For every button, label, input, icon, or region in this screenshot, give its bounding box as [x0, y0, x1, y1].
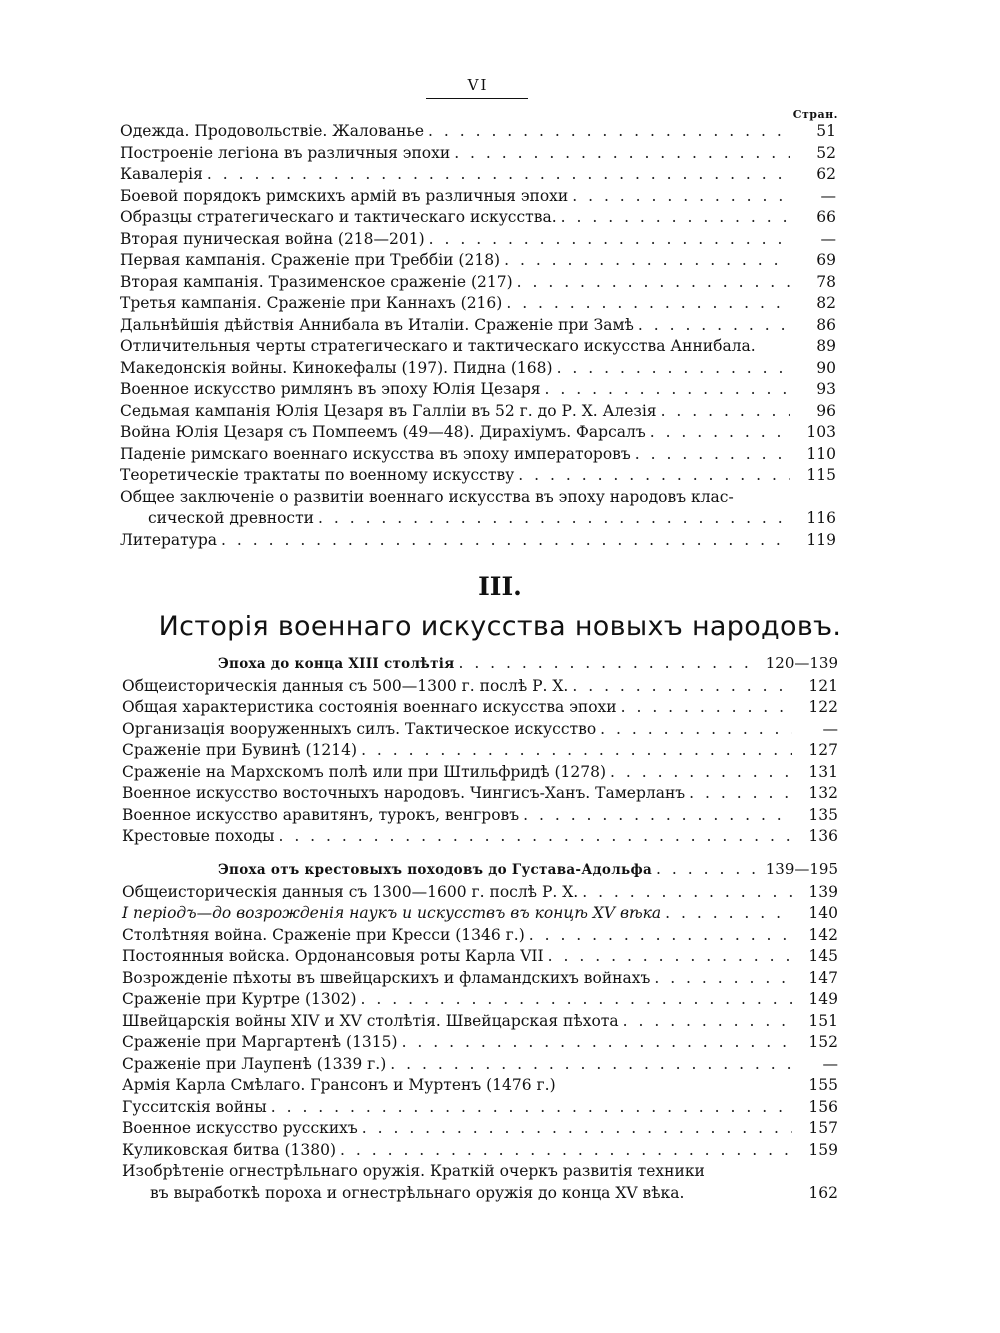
toc-entry-page: 116 [806, 509, 836, 527]
toc-leader-dots [514, 465, 790, 487]
toc-entry-title: Образцы стратегическаго и тактическаго искусства. [120, 208, 557, 226]
toc-entry-title: Сраженіе на Мархскомъ полѣ или при Штильфридѣ (1278) [122, 762, 607, 781]
toc-leader-dots [557, 207, 790, 229]
toc-entry-page: 136 [808, 827, 838, 845]
toc-entry-title: Паденіе римскаго военнаго искусства въ эпоху императоровъ [120, 444, 631, 463]
toc-entry[interactable] [122, 762, 838, 784]
toc-entry-page: 121 [808, 676, 838, 695]
toc-entry-page: — [820, 186, 836, 205]
toc-entry[interactable] [122, 1075, 838, 1097]
toc-leader-dots [568, 186, 790, 208]
toc-part1 [0, 121, 1000, 551]
toc-entry-page: 82 [816, 294, 836, 312]
toc-entry-title: Швейцарскія войны XIV и XV столѣтія. Швейцарская пѣхота [122, 1011, 619, 1030]
toc-entry[interactable] [120, 164, 836, 186]
toc-leader-dots [424, 121, 790, 143]
toc-leader-dots [386, 1054, 792, 1076]
toc-entry[interactable] [122, 989, 838, 1011]
section-title: Исторія военнаго искусства новыхъ народовъ. [158, 611, 842, 642]
toc-entry-title: Общеисторическія данныя съ 1300—1600 г. послѣ Р. Х. [122, 882, 579, 901]
toc-entry-page: 110 [806, 444, 836, 463]
toc-entry-page: 131 [808, 762, 838, 781]
toc-entry[interactable] [122, 1054, 838, 1076]
toc-leader-dots [541, 379, 790, 401]
toc-entry[interactable] [122, 1011, 838, 1033]
toc-leader-dots [267, 1097, 792, 1119]
toc-entry-title: Сраженіе при Бувинѣ (1214) [122, 741, 358, 759]
toc-subsection-title: Эпоха до конца XIII столѣтія [218, 656, 455, 672]
toc-entry[interactable] [120, 336, 836, 358]
toc-entry-page: 115 [806, 466, 836, 484]
toc-leader-dots [454, 653, 759, 675]
toc-entry-title: Македонскія войны. Кинокефалы (197). Пидна (168) [120, 358, 553, 377]
toc-entry-title: Вторая пуническая война (218—201) [120, 229, 425, 248]
toc-entry[interactable] [122, 826, 838, 848]
toc-entry-page: 139 [808, 882, 838, 901]
toc-entry[interactable] [122, 925, 838, 947]
toc-entry[interactable] [120, 358, 836, 380]
toc-entry-page: 93 [816, 380, 836, 398]
toc-entry[interactable] [120, 422, 836, 444]
toc-leader-dots [553, 358, 790, 380]
toc-entry-title: Общеисторическія данныя съ 500—1300 г. послѣ Р. Х. [122, 676, 569, 695]
toc-entry-title: Дальнѣйшія дѣйствія Аннибала въ Италіи. Сраженіе при Замѣ [120, 315, 634, 334]
toc-entry-page: 90 [816, 358, 836, 377]
toc-leader-dots [646, 422, 790, 444]
toc-entry-title: Седьмая кампанія Юлія Цезаря въ Галліи въ 52 г. до Р. Х. Алезія [120, 401, 657, 420]
toc-entry-title: Общее заключеніе о развитіи военнаго искусства въ эпоху народовъ клас- [120, 487, 734, 506]
page-column-header: Стран. [792, 108, 838, 121]
toc-entry-page: 69 [816, 251, 836, 269]
toc-entry-title: Сраженіе при Лаупенѣ (1339 г.) [122, 1054, 387, 1073]
toc-leader-dots [357, 989, 792, 1011]
toc-subsection-heading[interactable] [218, 859, 838, 882]
toc-entry-title: Столѣтняя война. Сраженіе при Кресси (1346 г.) [122, 925, 525, 944]
toc-entry-title: Одежда. Продовольствіе. Жалованье [120, 122, 425, 140]
toc-entry-continuation[interactable] [120, 508, 836, 530]
toc-leader-dots [358, 1118, 792, 1140]
toc-entry[interactable] [122, 676, 838, 698]
toc-leader-dots [685, 783, 792, 805]
toc-leader-dots [500, 250, 790, 272]
toc-entry[interactable] [122, 697, 838, 719]
toc-entry-page: 127 [808, 741, 838, 759]
toc-entry[interactable] [122, 719, 838, 741]
toc-entry-title: Третья кампанія. Сраженіе при Каннахъ (216) [120, 294, 503, 312]
toc-entry-page: — [820, 229, 836, 248]
toc-entry-title: Крестовые походы [122, 827, 275, 845]
toc-leader-dots [657, 401, 790, 423]
toc-entry-title: Первая кампанія. Сраженіе при Треббіи (218) [120, 251, 501, 269]
toc-entry-title: Военное искусство русскихъ [122, 1119, 358, 1137]
toc-entry-title: Гусситскія войны [122, 1097, 267, 1116]
toc-entry-title: Сраженіе при Маргартенѣ (1315) [122, 1033, 398, 1051]
toc-entry[interactable] [122, 740, 838, 762]
toc-entry-page: 62 [816, 165, 836, 183]
toc-subsection-pages: 139—195 [765, 860, 838, 878]
toc-entry-page: 155 [808, 1076, 838, 1094]
section-number: III. [478, 572, 522, 601]
toc-entry[interactable] [120, 121, 836, 143]
toc-entry[interactable] [122, 882, 838, 904]
toc-entry[interactable] [120, 229, 836, 251]
toc-entry-title: Военное искусство аравитянъ, турокъ, венгровъ [122, 805, 520, 824]
toc-leader-dots [652, 859, 760, 881]
toc-leader-dots [634, 315, 790, 337]
toc-entry[interactable] [120, 315, 836, 337]
toc-entry-page: 89 [816, 337, 836, 355]
toc-leader-dots [274, 826, 792, 848]
toc-entry-title: Военное искусство римлянъ въ эпоху Юлія Цезаря [120, 380, 541, 398]
toc-entry[interactable] [122, 1140, 838, 1162]
toc-entry-page: — [822, 719, 838, 738]
toc-leader-dots [502, 293, 790, 315]
toc-part3 [0, 859, 1000, 1204]
toc-entry[interactable] [122, 805, 838, 827]
toc-leader-dots [314, 508, 790, 530]
page-number: VI [467, 76, 489, 94]
toc-leader-dots [631, 444, 790, 466]
toc-entry[interactable] [122, 1032, 838, 1054]
toc-entry-page: — [822, 1054, 838, 1073]
toc-leader-dots [425, 229, 790, 251]
toc-entry-page: 122 [808, 698, 838, 716]
toc-leader-dots [336, 1140, 792, 1162]
toc-part2 [0, 653, 1000, 848]
toc-leader-dots [617, 697, 792, 719]
toc-entry[interactable] [120, 379, 836, 401]
toc-entry-title: Теоретическіе трактаты по военному искусству [120, 466, 515, 484]
toc-entry[interactable] [120, 487, 836, 509]
toc-entry-page: 103 [806, 423, 836, 441]
toc-entry-title: Отличительныя черты стратегическаго и тактическаго искусства Аннибала. [120, 337, 756, 355]
toc-entry-page: 51 [816, 122, 836, 140]
toc-entry[interactable] [122, 1118, 838, 1140]
toc-entry-page: 140 [808, 904, 838, 922]
toc-leader-dots [525, 925, 792, 947]
toc-entry-page: 96 [816, 401, 836, 420]
toc-entry-page: 135 [808, 805, 838, 824]
toc-entry[interactable] [122, 783, 838, 805]
toc-entry-page: 145 [808, 947, 838, 965]
toc-entry-title: сической древности [148, 509, 315, 527]
page-number-rule [426, 98, 528, 99]
toc-entry[interactable] [122, 968, 838, 990]
toc-entry-title: I періодъ—до возрожденія наукъ и искусствъ въ концѣ XV вѣка [122, 904, 662, 922]
toc-leader-dots [606, 762, 792, 784]
toc-entry-title: Общая характеристика состоянія военнаго искусства эпохи [122, 698, 617, 716]
toc-leader-dots [568, 676, 792, 698]
toc-entry-title: Возрожденіе пѣхоты въ швейцарскихъ и фламандскихъ войнахъ [122, 968, 651, 987]
toc-entry[interactable] [120, 401, 836, 423]
toc-subsection-title: Эпоха отъ крестовыхъ походовъ до Густава-Адольфа [218, 862, 653, 878]
toc-entry-title: Война Юлія Цезаря съ Помпеемъ (49—48). Дирахіумъ. Фарсалъ [120, 423, 646, 441]
toc-entry-title: Армія Карла Смѣлаго. Грансонъ и Муртенъ (1476 г.) [122, 1076, 556, 1094]
toc-leader-dots [650, 968, 792, 990]
toc-entry-title: Куликовская битва (1380) [122, 1140, 337, 1159]
toc-leader-dots [203, 164, 790, 186]
toc-entry[interactable] [122, 903, 838, 925]
toc-entry-page: 156 [808, 1097, 838, 1116]
toc-entry-page: 152 [808, 1033, 838, 1051]
toc-entry[interactable] [120, 293, 836, 315]
toc-entry[interactable] [120, 530, 836, 552]
toc-entry-page: 157 [808, 1119, 838, 1137]
toc-entry-title: Кавалерія [120, 165, 203, 183]
toc-entry-page: 147 [808, 968, 838, 987]
toc-entry-title: Вторая кампанія. Тразименское сраженіе (217) [120, 272, 513, 291]
toc-entry-title: Построеніе легіона въ различныя эпохи [120, 143, 451, 162]
toc-leader-dots [544, 946, 792, 968]
toc-entry-page: 66 [816, 208, 836, 226]
toc-entry-page: 86 [816, 315, 836, 334]
toc-entry-title: Изобрѣтеніе огнестрѣльнаго оружія. Краткій очеркъ развитія техники [122, 1162, 705, 1180]
toc-entry-page: 142 [808, 925, 838, 944]
toc-entry[interactable] [122, 946, 838, 968]
toc-leader-dots [596, 719, 792, 741]
toc-entry-page: 78 [816, 272, 836, 291]
toc-leader-dots [519, 805, 792, 827]
toc-leader-dots [357, 740, 792, 762]
toc-entry[interactable] [120, 272, 836, 294]
toc-entry-continuation[interactable] [122, 1183, 838, 1205]
toc-leader-dots [513, 272, 790, 294]
toc-leader-dots [398, 1032, 792, 1054]
toc-entry-page: 162 [808, 1183, 838, 1202]
toc-entry-page: 159 [808, 1140, 838, 1159]
toc-entry-title: Военное искусство восточныхъ народовъ. Чингисъ-Ханъ. Тамерланъ [122, 784, 686, 802]
toc-entry-title: въ выработкѣ пороха и огнестрѣльнаго оружія до конца XV вѣка. [150, 1183, 685, 1202]
toc-entry-title: Организація вооруженныхъ силъ. Тактическое искусство [122, 719, 597, 738]
toc-subsection-heading[interactable] [218, 653, 838, 676]
toc-entry-page: 132 [808, 784, 838, 802]
toc-entry[interactable] [120, 465, 836, 487]
toc-entry[interactable] [120, 250, 836, 272]
toc-subsection-pages: 120—139 [765, 654, 838, 672]
toc-entry-title: Сраженіе при Куртре (1302) [122, 990, 357, 1008]
toc-entry-page: 149 [808, 990, 838, 1008]
toc-entry[interactable] [120, 186, 836, 208]
toc-leader-dots [217, 530, 790, 552]
toc-entry-page: 52 [816, 143, 836, 162]
toc-entry-page: 151 [808, 1011, 838, 1030]
toc-entry[interactable] [120, 143, 836, 165]
toc-entry-page: 119 [806, 530, 836, 549]
toc-entry[interactable] [122, 1097, 838, 1119]
toc-entry-title: Боевой порядокъ римскихъ армій въ различныя эпохи [120, 186, 569, 205]
toc-leader-dots [619, 1011, 792, 1033]
toc-entry[interactable] [122, 1161, 838, 1183]
toc-leader-dots [450, 143, 790, 165]
toc-leader-dots [661, 903, 792, 925]
toc-entry[interactable] [120, 444, 836, 466]
toc-entry[interactable] [120, 207, 836, 229]
toc-entry-title: Литература [120, 530, 218, 549]
toc-leader-dots [578, 882, 792, 904]
toc-entry-title: Постоянныя войска. Ордонансовыя роты Карла VII [122, 947, 544, 965]
